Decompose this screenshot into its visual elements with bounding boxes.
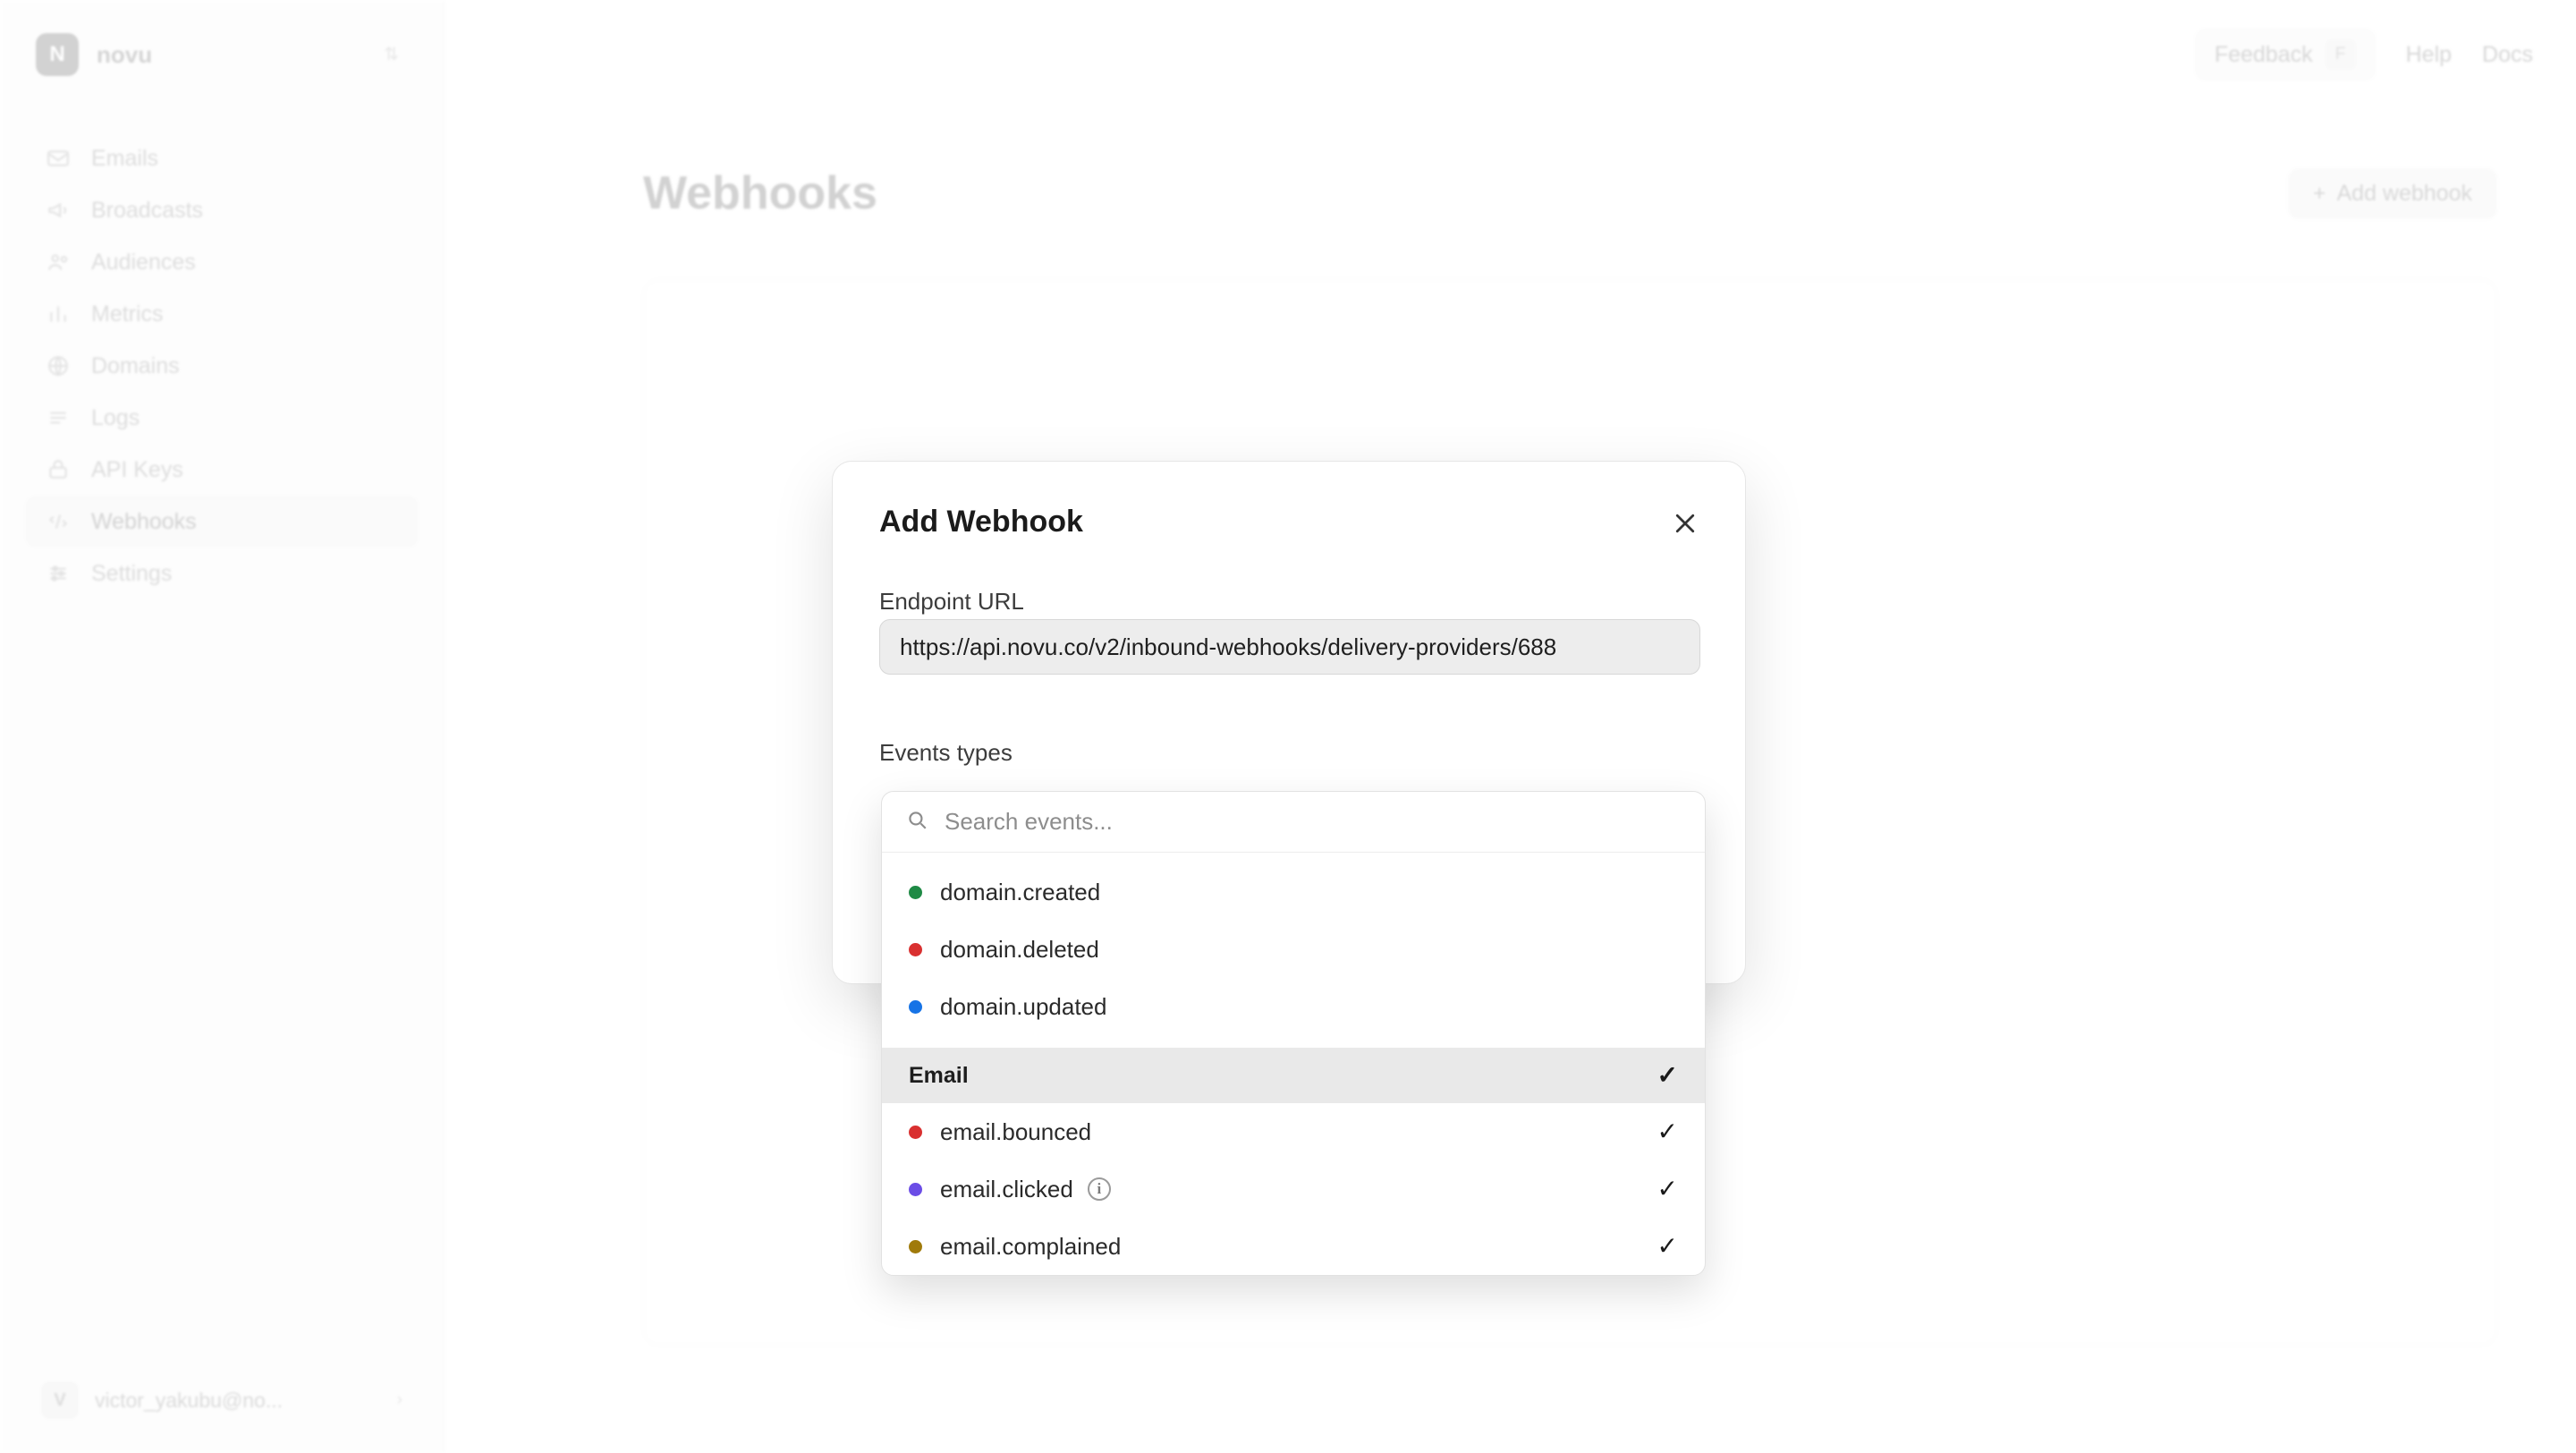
feedback-shortcut-key: F	[2326, 39, 2356, 70]
info-icon[interactable]: i	[1088, 1177, 1111, 1201]
check-icon: ✓	[1657, 1232, 1678, 1260]
event-label: email.clicked	[940, 1175, 1073, 1202]
sidebar-item-label: Logs	[91, 404, 140, 430]
status-dot-icon	[909, 1183, 922, 1196]
list-item[interactable]	[882, 863, 1705, 921]
check-icon: ✓	[1657, 1061, 1678, 1089]
event-label: domain.deleted	[940, 935, 1099, 963]
events-types-label: Events types	[879, 739, 1013, 766]
sidebar-item-label: Domains	[91, 353, 180, 378]
check-icon: ✓	[1657, 1175, 1678, 1202]
user-email: victor_yakubu@no...	[95, 1388, 284, 1412]
endpoint-url-input[interactable]: https://api.novu.co/v2/inbound-webhooks/delivery-providers/688	[879, 619, 1700, 675]
plus-icon: +	[2312, 181, 2326, 206]
sidebar-item-label: Metrics	[91, 301, 164, 327]
list-item[interactable]	[882, 1103, 1705, 1160]
chevron-updown-icon: ⇅	[384, 45, 399, 64]
sidebar-item-label: Broadcasts	[91, 197, 204, 223]
sidebar-item-label: API Keys	[91, 456, 183, 482]
status-dot-icon	[909, 1126, 922, 1139]
sidebar-item-label: Audiences	[91, 249, 196, 275]
search-events-input[interactable]: Search events...	[945, 808, 1113, 835]
status-dot-icon	[909, 1240, 922, 1253]
list-item[interactable]	[882, 1160, 1705, 1218]
events-list	[882, 853, 1705, 1275]
status-dot-icon	[909, 943, 922, 956]
modal-title: Add Webhook	[879, 505, 1083, 539]
event-label: domain.created	[940, 878, 1101, 905]
feedback-label: Feedback	[2214, 41, 2313, 67]
search-icon	[905, 808, 928, 836]
docs-link[interactable]: Docs	[2482, 41, 2533, 67]
search-events-row[interactable]	[882, 792, 1705, 853]
sidebar-item-label: Emails	[91, 145, 159, 171]
event-label: email.complained	[940, 1232, 1122, 1260]
add-webhook-label: Add webhook	[2336, 181, 2472, 206]
sidebar-item-label: Settings	[91, 560, 173, 586]
list-divider	[882, 1035, 1705, 1048]
event-group-label: Email	[909, 1062, 969, 1088]
status-dot-icon	[909, 886, 922, 899]
workspace-name: novu	[97, 40, 153, 68]
list-item[interactable]	[882, 1218, 1705, 1275]
check-icon: ✓	[1657, 1117, 1678, 1145]
workspace-logo: N	[36, 33, 79, 76]
list-item[interactable]	[882, 978, 1705, 1035]
event-label: domain.updated	[940, 992, 1107, 1020]
event-label: email.bounced	[940, 1117, 1092, 1145]
event-group-email[interactable]	[882, 1048, 1705, 1103]
events-dropdown	[881, 791, 1706, 1276]
close-icon[interactable]	[1668, 506, 1702, 540]
list-item[interactable]	[882, 921, 1705, 978]
endpoint-url-label: Endpoint URL	[879, 588, 1024, 615]
status-dot-icon	[909, 1000, 922, 1014]
chevron-right-icon: ›	[396, 1390, 402, 1409]
help-link[interactable]: Help	[2405, 41, 2453, 67]
page-title: Webhooks	[643, 167, 877, 219]
sidebar-item-label: Webhooks	[91, 508, 197, 534]
avatar: V	[41, 1381, 79, 1419]
